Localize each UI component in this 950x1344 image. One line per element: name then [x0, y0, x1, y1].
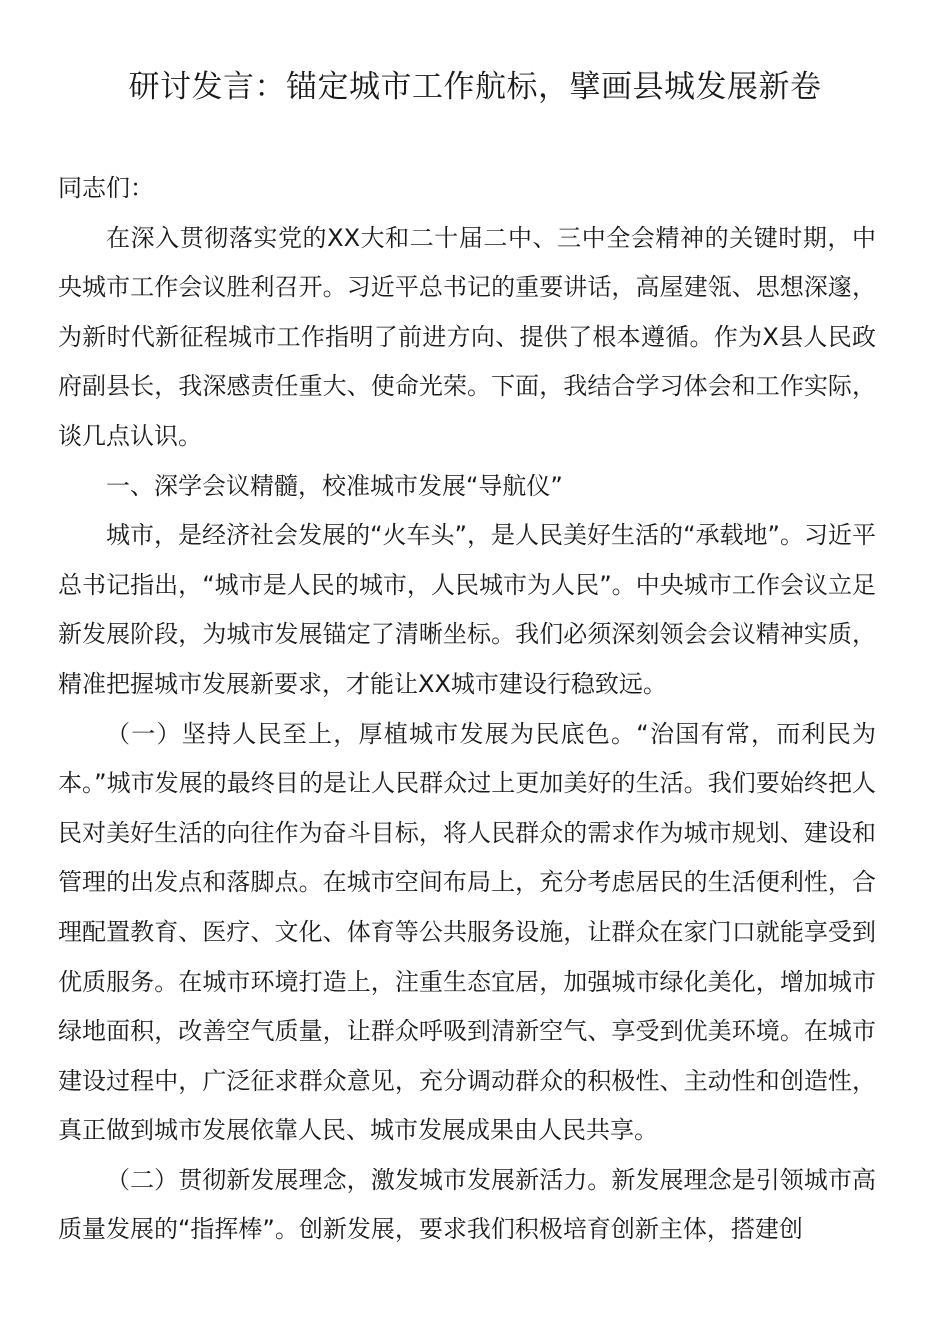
subsection-2-paragraph: （二）贯彻新发展理念，激发城市发展新活力。新发展理念是引领城市高质量发展的“指挥棒”。创新发展，要求我们积极培育创新主体，搭建创	[58, 1165, 876, 1244]
salutation: 同志们：	[58, 174, 154, 202]
intro-paragraph: 在深入贯彻落实党的XX大和二十届二中、三中全会精神的关键时期，中央城市工作会议胜利召开。习近平总书记的重要讲话，高屋建瓴、思想深邃，为新时代新征程城市工作指明了前进方向、提供了根本遵循。作为X县人民政府副县长，我深感责任重大、使命光荣。下面，我结合学习体会和工作实际，谈几点认识。	[58, 223, 876, 450]
subsection-1-paragraph: （一）坚持人民至上，厚植城市发展为民底色。“治国有常，而利民为本。”城市发展的最终目的是让人民群众过上更加美好的生活。我们要始终把人民对美好生活的向往作为奋斗目标，将人民群众的需求作为城市规划、建设和管理的出发点和落脚点。在城市空间布局上，充分考虑居民的生活便利性，合理配置教育、医疗、文化、体育等公共服务设施，让群众在家门口就能享受到优质服务。在城市环境打造上，注重生态宜居，加强城市绿化美化，增加城市绿地面积，改善空气质量，让群众呼吸到清新空气、享受到优美环境。在城市建设过程中，广泛征求群众意见，充分调动群众的积极性、主动性和创造性，真正做到城市发展依靠人民、城市发展成果由人民共享。	[58, 719, 876, 1145]
document-body	[58, 164, 876, 1255]
document-title: 研讨发言：锚定城市工作航标，擘画县城发展新卷	[128, 69, 822, 105]
section-heading-1: 一、深学会议精髓，校准城市发展“导航仪”	[106, 471, 563, 500]
section-1-paragraph: 城市，是经济社会发展的“火车头”，是人民美好生活的“承载地”。习近平总书记指出，“城市是人民的城市，人民城市为人民”。中央城市工作会议立足新发展阶段，为城市发展锚定了清晰坐标。我们必须深刻领会会议精神实质，精准把握城市发展新要求，才能让XX城市建设行稳致远。	[58, 521, 876, 698]
